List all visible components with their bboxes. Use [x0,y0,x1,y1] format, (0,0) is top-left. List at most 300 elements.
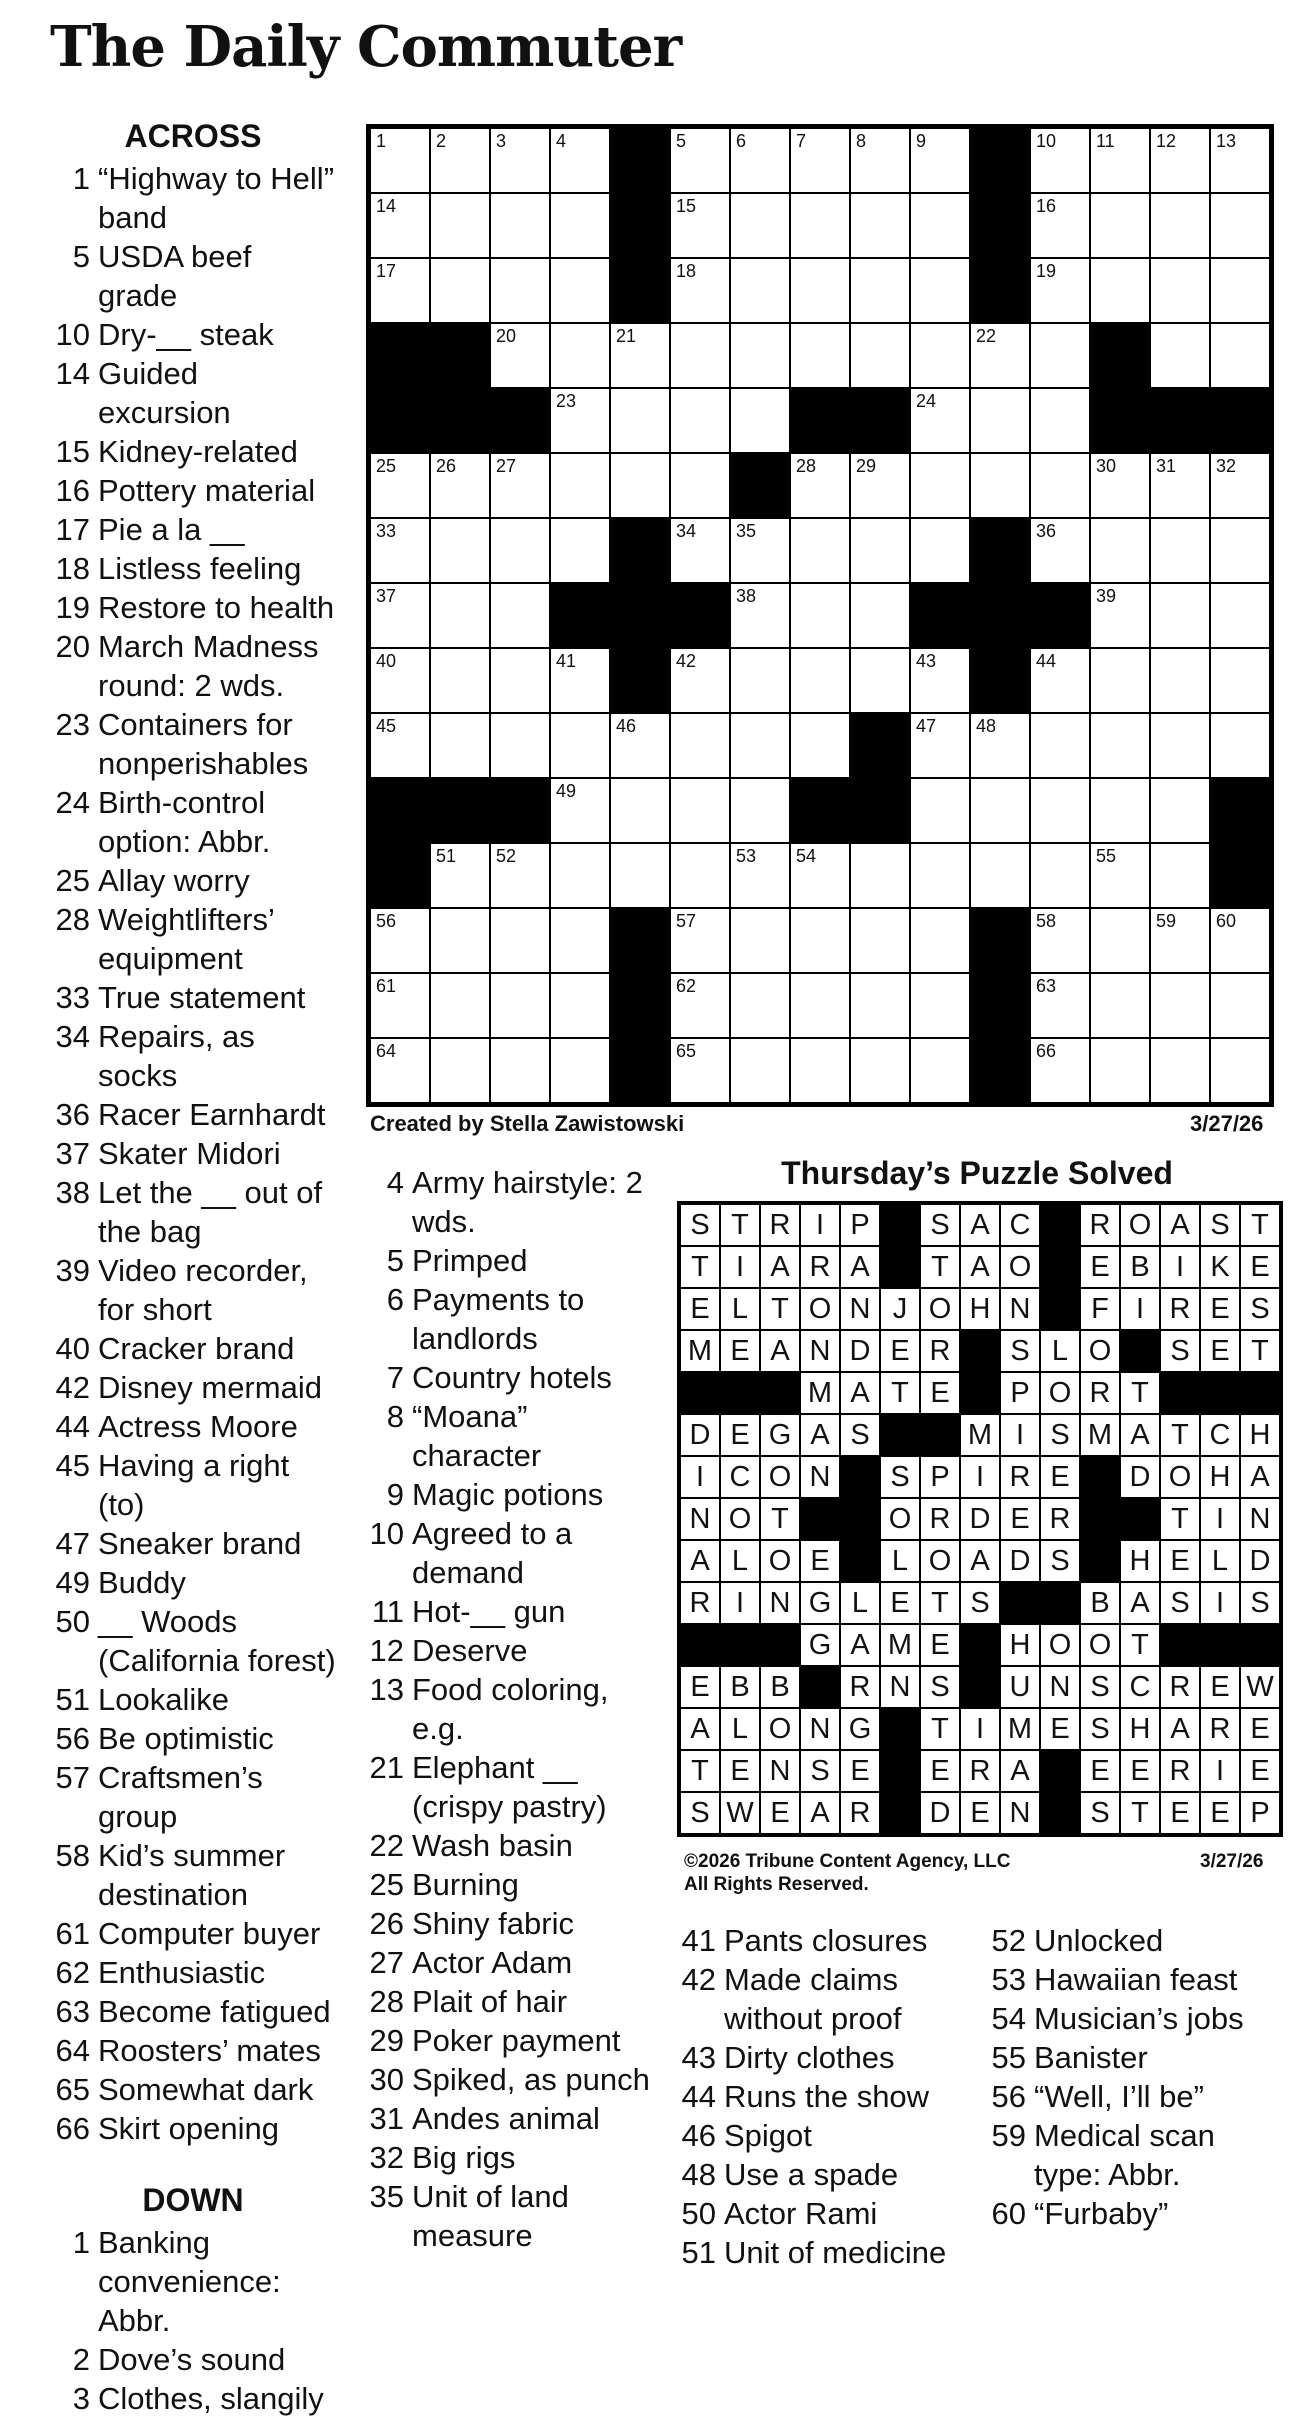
grid-cell[interactable] [730,843,790,908]
clue-text: Actress Moore [98,1409,298,1444]
clue-item [48,978,338,1017]
solved-cell: A [960,1204,1000,1246]
grid-cell[interactable] [850,583,910,648]
grid-cell[interactable] [1150,453,1210,518]
solved-cell: T [1120,1792,1160,1834]
solved-black-square [840,1456,880,1498]
grid-cell[interactable] [490,713,550,778]
clue-number: 12 [369,1633,404,1668]
solved-cell: S [800,1750,840,1792]
grid-cell[interactable] [730,713,790,778]
solved-cell: H [1120,1708,1160,1750]
clue-item [362,2177,662,2255]
grid-cell[interactable] [1030,518,1090,583]
clue-item [984,1960,1284,1999]
solved-cell: R [920,1330,960,1372]
puzzle-date: 3/27/26 [1190,1111,1264,1136]
grid-cell[interactable] [910,258,970,323]
clue-number: 29 [369,2023,404,2058]
clue-text: Country hotels [412,1360,612,1395]
grid-cell[interactable] [1090,583,1150,648]
grid-cell[interactable] [490,323,550,388]
grid-cell[interactable] [610,778,670,843]
grid-cell[interactable] [610,388,670,453]
black-square [610,973,670,1038]
solved-black-square [1040,1792,1080,1834]
clue-text: Andes animal [412,2101,600,2136]
grid-cell[interactable] [670,713,730,778]
grid-cell[interactable] [1030,908,1090,973]
grid-cell[interactable] [850,128,910,193]
grid-cell[interactable] [730,648,790,713]
grid-cell[interactable] [490,973,550,1038]
solved-cell: S [920,1666,960,1708]
grid-cell[interactable] [370,258,430,323]
solved-cell: N [880,1666,920,1708]
cell-number: 66 [1036,1041,1057,1061]
grid-cell[interactable] [550,1038,610,1103]
clue-item [362,1280,662,1358]
solved-cell: L [1040,1330,1080,1372]
grid-cell[interactable] [850,908,910,973]
cell-number: 33 [376,521,397,541]
grid-cell[interactable] [730,518,790,583]
solved-cell: R [840,1666,880,1708]
grid-cell[interactable] [1030,323,1090,388]
crossword-grid[interactable] [366,124,1274,1107]
grid-cell[interactable] [1030,193,1090,258]
grid-cell[interactable] [490,128,550,193]
grid-cell[interactable] [1030,713,1090,778]
solved-cell: T [1160,1498,1200,1540]
solved-cell: S [1040,1414,1080,1456]
grid-cell[interactable] [490,843,550,908]
grid-cell[interactable] [430,258,490,323]
grid-cell[interactable] [490,1038,550,1103]
clue-number: 66 [55,2111,90,2146]
solved-cell: N [800,1456,840,1498]
black-square [610,518,670,583]
grid-cell[interactable] [910,908,970,973]
clue-text: Kidney-related [98,434,298,469]
grid-cell[interactable] [790,128,850,193]
grid-cell[interactable] [970,778,1030,843]
grid-cell[interactable] [850,193,910,258]
cell-number: 15 [676,196,697,216]
grid-cell[interactable] [970,713,1030,778]
clue-text: “Well, I’ll be” [1034,2079,1204,2114]
solved-cell: C [720,1456,760,1498]
grid-cell[interactable] [910,128,970,193]
solved-cell: S [680,1204,720,1246]
solved-cell: R [1160,1750,1200,1792]
grid-cell[interactable] [430,908,490,973]
cell-number: 64 [376,1041,397,1061]
grid-cell[interactable] [370,1038,430,1103]
grid-cell[interactable] [790,323,850,388]
grid-cell[interactable] [1150,973,1210,1038]
grid-cell[interactable] [610,453,670,518]
clue-number: 25 [369,1867,404,1902]
grid-cell[interactable] [850,648,910,713]
grid-cell[interactable] [910,778,970,843]
grid-cell[interactable] [790,1038,850,1103]
clue-number: 32 [369,2140,404,2175]
grid-cell[interactable] [1090,193,1150,258]
clue-number: 51 [55,1682,90,1717]
clue-text: Shiny fabric [412,1906,574,1941]
clue-text: Elephant __ (crispy pastry) [412,1750,607,1824]
grid-cell[interactable] [790,713,850,778]
grid-cell[interactable] [370,648,430,713]
grid-cell[interactable] [430,1038,490,1103]
clue-text: Video recorder, for short [98,1253,308,1327]
solved-cell: A [840,1372,880,1414]
grid-cell[interactable] [490,583,550,648]
clue-number: 20 [55,629,90,664]
page-title: The Daily Commuter [50,14,682,80]
grid-cell[interactable] [1090,908,1150,973]
clue-number: 50 [681,2196,716,2231]
solved-cell: B [720,1666,760,1708]
grid-cell[interactable] [1150,908,1210,973]
solved-cell: G [800,1582,840,1624]
grid-cell[interactable] [1150,648,1210,713]
grid-cell[interactable] [1030,973,1090,1038]
grid-cell[interactable] [910,713,970,778]
grid-cell[interactable] [670,1038,730,1103]
solved-black-square [1040,1582,1080,1624]
grid-cell[interactable] [550,973,610,1038]
puzzle-credit: Created by Stella Zawistowski [370,1111,685,1136]
grid-cell[interactable] [550,323,610,388]
grid-cell[interactable] [1150,583,1210,648]
grid-cell[interactable] [1150,193,1210,258]
grid-cell[interactable] [730,908,790,973]
clue-item [362,1631,662,1670]
grid-cell[interactable] [1090,453,1150,518]
grid-cell[interactable] [1090,258,1150,323]
grid-cell[interactable] [1150,843,1210,908]
clue-text: Buddy [98,1565,186,1600]
clue-item [984,2038,1284,2077]
clue-item [984,2116,1284,2194]
grid-cell[interactable] [370,518,430,583]
grid-cell[interactable] [490,193,550,258]
grid-cell[interactable] [670,648,730,713]
solved-cell: L [720,1708,760,1750]
grid-cell[interactable] [850,843,910,908]
grid-cell[interactable] [550,518,610,583]
grid-cell[interactable] [430,518,490,583]
grid-cell[interactable] [1210,128,1270,193]
grid-cell[interactable] [910,843,970,908]
clue-number: 58 [55,1838,90,1873]
clue-text: Musician’s jobs [1034,2001,1244,2036]
solved-cell: L [720,1540,760,1582]
grid-cell[interactable] [610,713,670,778]
grid-cell[interactable] [1090,843,1150,908]
grid-cell[interactable] [1030,258,1090,323]
grid-cell[interactable] [1150,323,1210,388]
grid-cell[interactable] [790,973,850,1038]
grid-cell[interactable] [1210,648,1270,713]
grid-cell[interactable] [490,908,550,973]
solved-cell: M [680,1330,720,1372]
grid-cell[interactable] [1090,648,1150,713]
grid-cell[interactable] [550,713,610,778]
grid-cell[interactable] [550,388,610,453]
solved-black-square [880,1708,920,1750]
grid-cell[interactable] [1030,128,1090,193]
grid-cell[interactable] [850,973,910,1038]
grid-cell[interactable] [910,323,970,388]
grid-cell[interactable] [610,323,670,388]
grid-cell[interactable] [670,453,730,518]
solved-cell: M [1080,1414,1120,1456]
clue-item [48,237,338,315]
grid-cell[interactable] [850,453,910,518]
clue-item [48,2070,338,2109]
grid-cell[interactable] [430,843,490,908]
clue-item [48,2223,338,2340]
clue-number: 21 [369,1750,404,1785]
grid-cell[interactable] [910,453,970,518]
cell-number: 49 [556,781,577,801]
grid-cell[interactable] [1030,648,1090,713]
grid-cell[interactable] [1150,713,1210,778]
grid-cell[interactable] [1210,583,1270,648]
solved-cell: A [1240,1456,1280,1498]
grid-cell[interactable] [670,323,730,388]
grid-cell[interactable] [1150,258,1210,323]
grid-cell[interactable] [850,518,910,583]
solved-cell: E [840,1750,880,1792]
clue-item [362,2138,662,2177]
grid-cell[interactable] [550,778,610,843]
grid-cell[interactable] [370,973,430,1038]
grid-cell[interactable] [1090,518,1150,583]
grid-cell[interactable] [490,258,550,323]
grid-cell[interactable] [1210,453,1270,518]
grid-cell[interactable] [550,908,610,973]
cell-number: 8 [856,131,867,151]
clue-number: 57 [55,1760,90,1795]
grid-cell[interactable] [1030,843,1090,908]
grid-cell[interactable] [910,518,970,583]
solved-cell: N [800,1330,840,1372]
grid-cell[interactable] [1210,1038,1270,1103]
clue-number: 4 [386,1165,404,1200]
grid-cell[interactable] [910,973,970,1038]
clue-item [362,1865,662,1904]
grid-cell[interactable] [1090,973,1150,1038]
solved-cell: S [1000,1330,1040,1372]
grid-cell[interactable] [730,128,790,193]
across-header: ACROSS [124,118,262,154]
grid-cell[interactable] [490,648,550,713]
grid-cell[interactable] [430,583,490,648]
clue-item [48,1524,338,1563]
grid-cell[interactable] [550,128,610,193]
solved-cell: N [760,1750,800,1792]
grid-cell[interactable] [430,648,490,713]
solved-cell: T [1240,1204,1280,1246]
grid-cell[interactable] [910,193,970,258]
grid-cell[interactable] [730,193,790,258]
grid-cell[interactable] [430,713,490,778]
grid-cell[interactable] [1030,778,1090,843]
grid-cell[interactable] [970,453,1030,518]
grid-cell[interactable] [790,648,850,713]
grid-cell[interactable] [490,518,550,583]
grid-cell[interactable] [730,1038,790,1103]
clue-text: Poker payment [412,2023,621,2058]
solved-cell: A [1120,1414,1160,1456]
grid-cell[interactable] [430,193,490,258]
grid-cell[interactable] [730,583,790,648]
grid-cell[interactable] [610,843,670,908]
solved-black-square [1080,1498,1120,1540]
grid-cell[interactable] [430,453,490,518]
grid-cell[interactable] [1210,258,1270,323]
grid-cell[interactable] [910,388,970,453]
solved-cell: E [1200,1792,1240,1834]
grid-cell[interactable] [1090,128,1150,193]
cell-number: 53 [736,846,757,866]
grid-cell[interactable] [370,713,430,778]
grid-cell[interactable] [670,388,730,453]
cell-number: 60 [1216,911,1237,931]
grid-cell[interactable] [490,453,550,518]
solved-cell: S [1080,1666,1120,1708]
grid-cell[interactable] [1030,453,1090,518]
clue-text: Kid’s summer destination [98,1838,286,1912]
cell-number: 57 [676,911,697,931]
grid-cell[interactable] [730,973,790,1038]
grid-cell[interactable] [1030,1038,1090,1103]
across-clues [48,118,338,2418]
grid-cell[interactable] [970,843,1030,908]
grid-cell[interactable] [370,128,430,193]
grid-cell[interactable] [670,258,730,323]
grid-cell[interactable] [370,908,430,973]
grid-cell[interactable] [670,908,730,973]
grid-cell[interactable] [790,453,850,518]
grid-cell[interactable] [1090,713,1150,778]
clue-text: Agreed to a demand [412,1516,573,1590]
grid-cell[interactable] [730,778,790,843]
grid-cell[interactable] [910,1038,970,1103]
grid-cell[interactable] [790,193,850,258]
clue-item [48,900,338,978]
clue-text: Use a spade [724,2157,899,2192]
grid-cell[interactable] [1210,973,1270,1038]
grid-cell[interactable] [1090,1038,1150,1103]
clue-item [362,1826,662,1865]
grid-cell[interactable] [850,258,910,323]
black-square [970,1038,1030,1103]
clue-item [48,1758,338,1836]
solved-cell: G [760,1414,800,1456]
grid-cell[interactable] [670,973,730,1038]
grid-cell[interactable] [1030,388,1090,453]
grid-cell[interactable] [790,908,850,973]
grid-cell[interactable] [670,778,730,843]
grid-cell[interactable] [970,388,1030,453]
clue-number: 5 [386,1243,404,1278]
clue-text: Repairs, as socks [98,1019,255,1093]
grid-cell[interactable] [1090,778,1150,843]
grid-cell[interactable] [670,518,730,583]
grid-cell[interactable] [670,193,730,258]
grid-cell[interactable] [370,453,430,518]
clue-text: Clothes, slangily [98,2381,324,2416]
solved-cell: P [1000,1372,1040,1414]
grid-cell[interactable] [550,843,610,908]
solved-cell: I [1200,1498,1240,1540]
grid-cell[interactable] [850,323,910,388]
grid-cell[interactable] [790,843,850,908]
grid-cell[interactable] [550,648,610,713]
grid-cell[interactable] [850,1038,910,1103]
grid-cell[interactable] [1150,518,1210,583]
grid-cell[interactable] [910,648,970,713]
solved-cell: P [840,1204,880,1246]
grid-cell[interactable] [790,518,850,583]
black-square [850,778,910,843]
grid-cell[interactable] [1210,518,1270,583]
grid-cell[interactable] [1150,1038,1210,1103]
solved-cell: E [880,1582,920,1624]
grid-cell[interactable] [730,323,790,388]
grid-cell[interactable] [550,258,610,323]
grid-cell[interactable] [730,258,790,323]
clue-number: 40 [55,1331,90,1366]
grid-cell[interactable] [550,453,610,518]
grid-cell[interactable] [550,193,610,258]
grid-cell[interactable] [1150,128,1210,193]
grid-cell[interactable] [790,583,850,648]
grid-cell[interactable] [1210,908,1270,973]
solved-cell: A [840,1246,880,1288]
grid-cell[interactable] [730,388,790,453]
grid-cell[interactable] [1210,193,1270,258]
grid-cell[interactable] [1150,778,1210,843]
grid-cell[interactable] [370,583,430,648]
grid-cell[interactable] [430,128,490,193]
grid-cell[interactable] [670,128,730,193]
solved-cell: R [1160,1288,1200,1330]
solved-black-square [1080,1540,1120,1582]
solved-cell: O [880,1498,920,1540]
grid-cell[interactable] [430,973,490,1038]
clue-text: Unit of land measure [412,2179,569,2253]
clue-number: 39 [55,1253,90,1288]
cell-number: 26 [436,456,457,476]
solved-cell: S [880,1456,920,1498]
across-clue-list [48,159,338,2148]
grid-cell[interactable] [670,843,730,908]
clue-item [48,861,338,900]
solved-cell: K [1200,1246,1240,1288]
grid-cell[interactable] [1210,713,1270,778]
grid-cell[interactable] [370,193,430,258]
black-square [370,323,430,388]
grid-cell[interactable] [1210,323,1270,388]
grid-cell[interactable] [970,323,1030,388]
grid-cell[interactable] [790,258,850,323]
